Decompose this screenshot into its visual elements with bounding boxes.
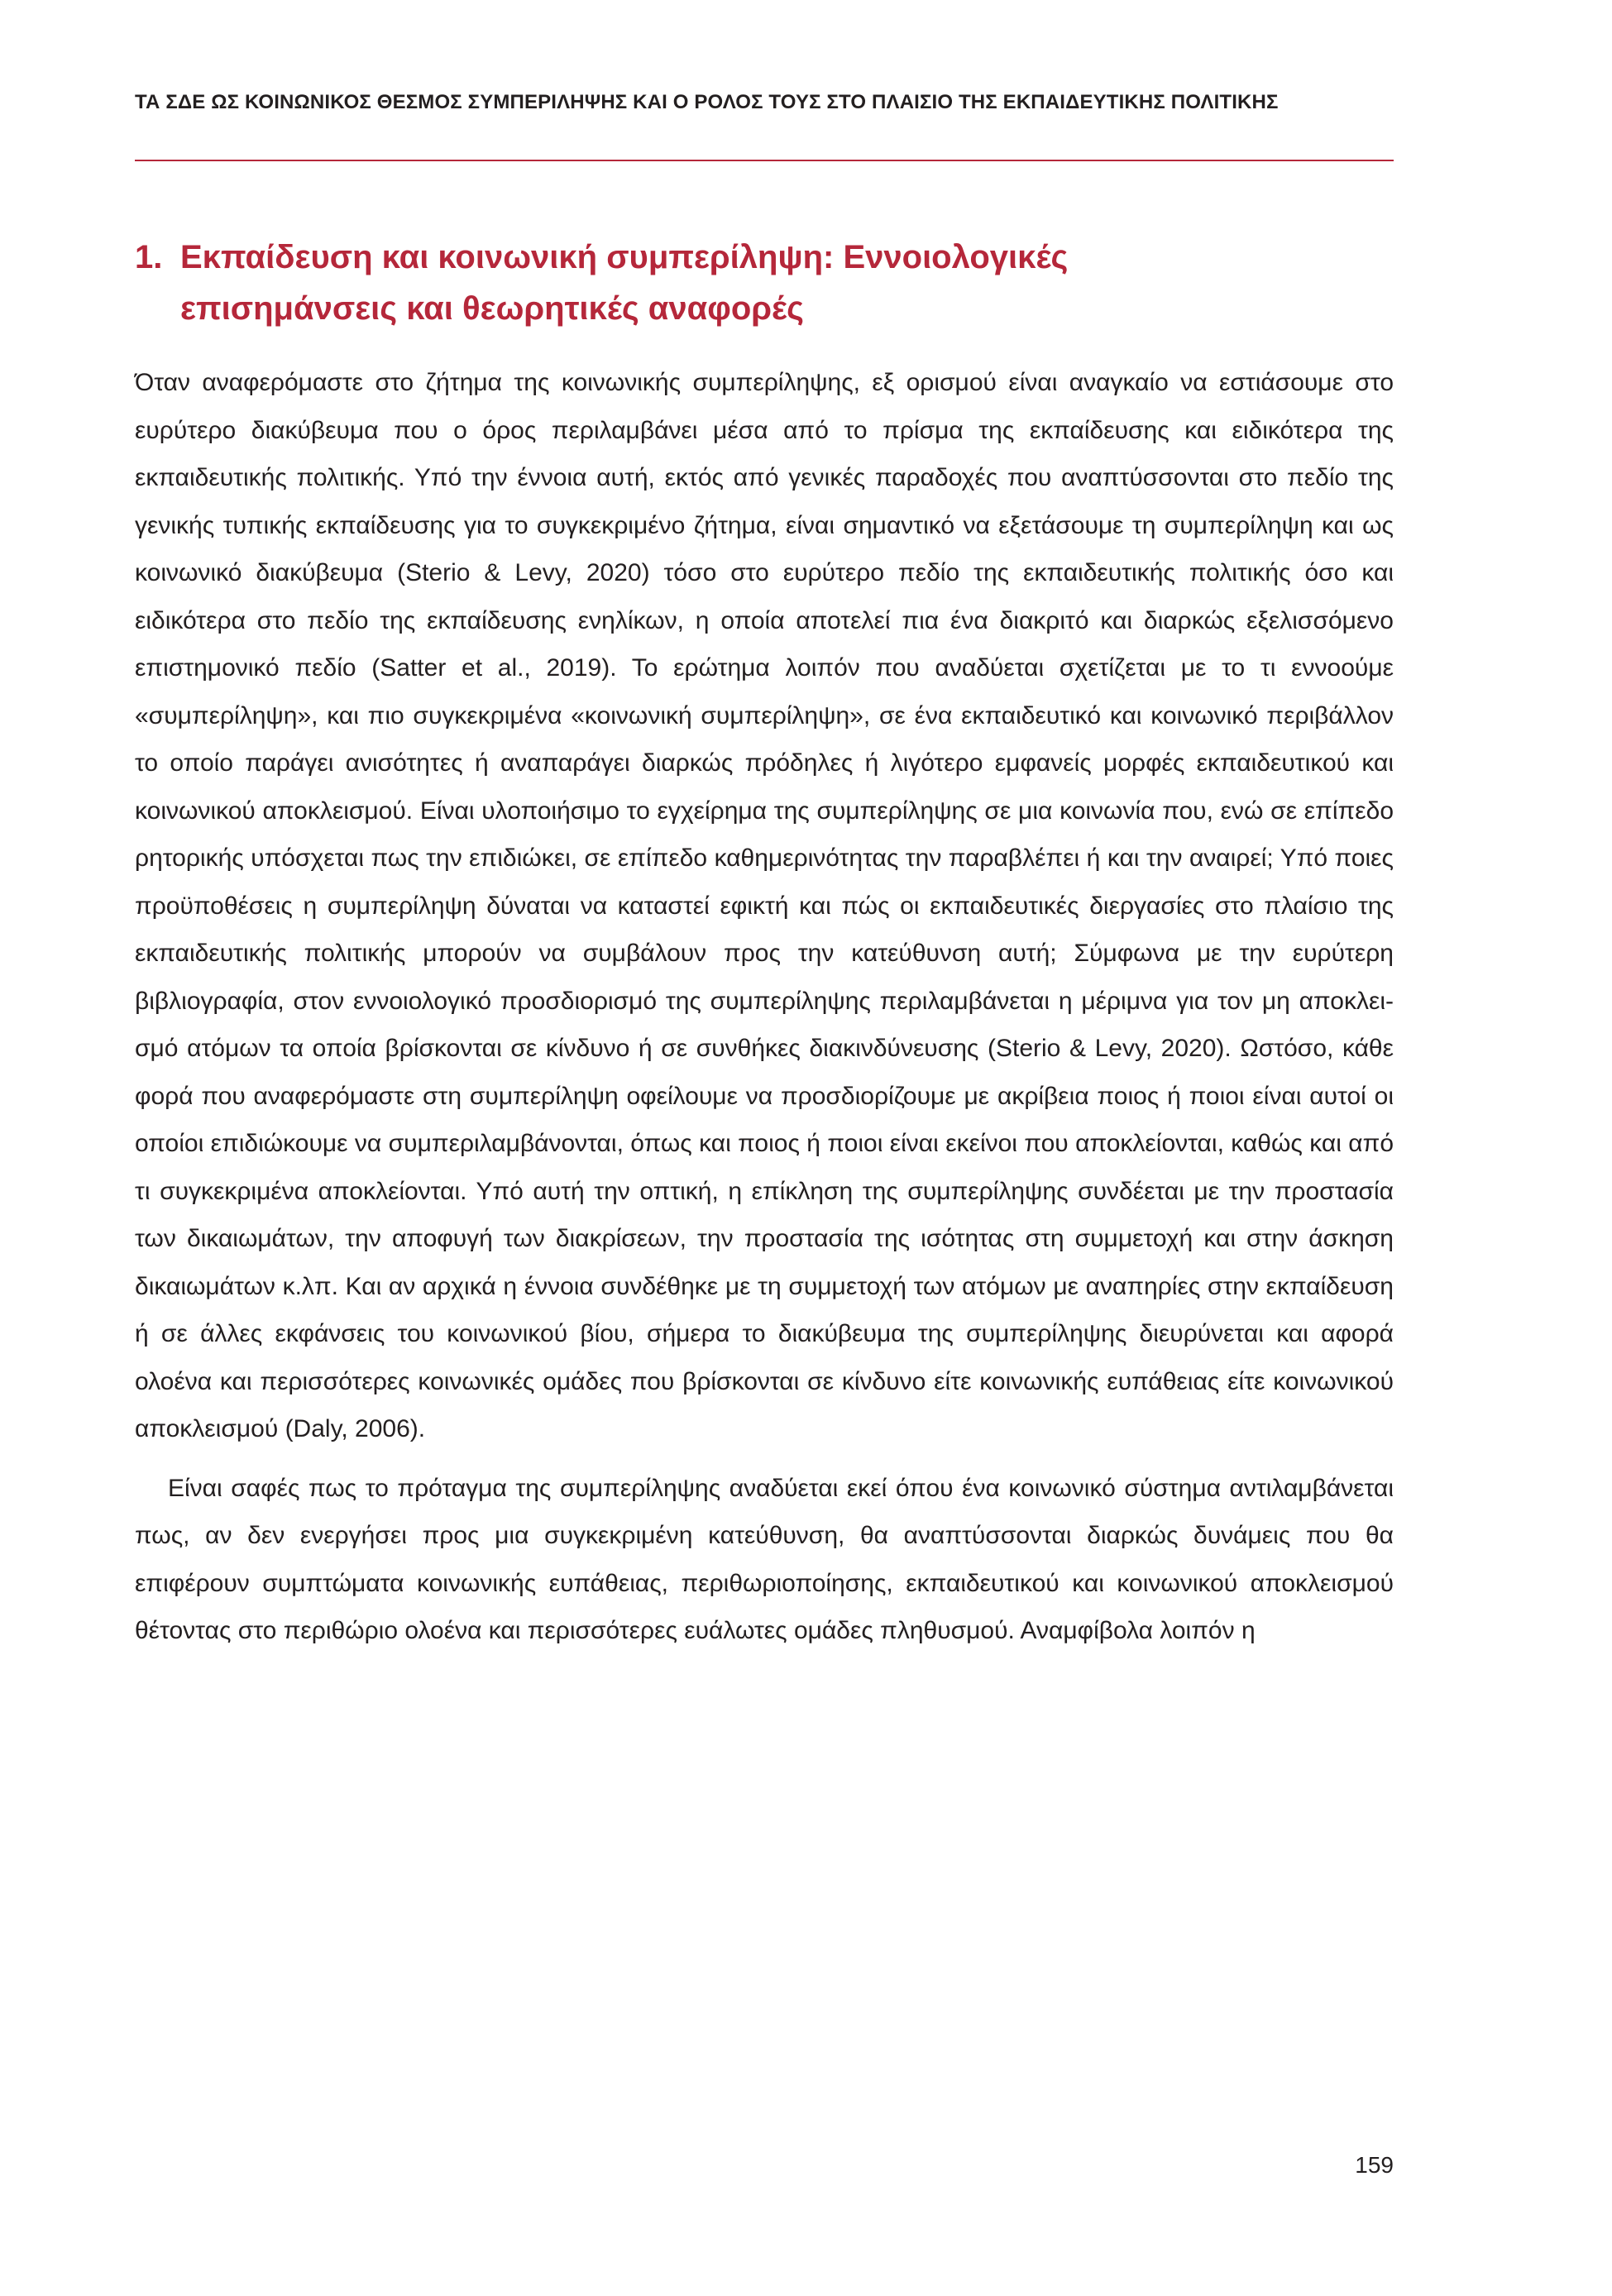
body-text bbox=[135, 359, 1394, 1655]
section-number: 1. bbox=[135, 239, 163, 275]
section-title-line-1: Εκπαίδευση και κοινωνική συμπερίληψη: Εννοιολογικές bbox=[180, 239, 1069, 275]
running-header: ΤΑ ΣΔΕ ΩΣ ΚΟΙΝΩΝΙΚΟΣ ΘΕΣΜΟΣ ΣΥΜΠΕΡΙΛΗΨΗΣ ΚΑΙ Ο ΡΟΛΟΣ ΤΟΥΣ ΣΤΟ ΠΛΑΙΣΙΟ ΤΗΣ ΕΚΠΑΙΔΕΥΤΙΚΗΣ ΠΟΛΙΤΙΚΗΣ bbox=[135, 91, 1279, 113]
header-divider bbox=[135, 160, 1394, 161]
page-number: 159 bbox=[1355, 2152, 1394, 2178]
paragraph: Όταν αναφερόμαστε στο ζήτημα της κοινωνικής συμπερίληψης, εξ ορισμού είναι αναγκαίο να εστιάσουμε στο ευρύτερο διακύβευμα που ο όρος περιλαμβάνει μέσα από το πρίσμα της εκπαίδευσης και ειδικότερα της εκπαιδευτικής πολιτικής. Υπό την έννοια αυτή, εκτός από γενικές παραδοχές που αναπτύσσονται στο πεδίο της γενικής τυπικής εκπαίδευσης για το συγκεκριμένο ζήτημα, είναι σημαντικό να εξετάσουμε τη συμπερίληψη και ως κοινωνικό διακύβευμα (Sterio & Levy, 2020) τόσο στο ευρύτερο πεδίο της εκπαιδευτικής πολιτικής όσο και ειδικότερα στο πεδίο της εκπαίδευσης ενηλίκων, η οποία αποτελεί πια ένα διακριτό και διαρκώς εξελισσόμενο επιστημονικό πεδίο (Satter et al., 2019). Το ερώτημα λοιπόν που αναδύεται σχετίζεται με το τι εννοούμε «συμπερίληψη», και πιο συγκεκριμένα «κοινωνική συμπερίληψη», σε ένα εκπαιδευτικό και κοινωνικό περιβάλλον το οποίο παράγει ανισότητες ή αναπαράγει διαρκώς πρόδηλες ή λιγότερο εμφανείς μορφές εκπαιδευτικού και κοινωνικού αποκλεισμού. Είναι υλοποιήσιμο το εγχείρημα της συμπερίληψης σε μια κοινωνία που, ενώ σε επίπεδο ρητορικής υπόσχεται πως την επιδιώκει, σε επίπεδο καθημερινότητας την παραβλέπει ή και την αναιρεί; Υπό ποιες προϋποθέσεις η συμπερίληψη δύναται να καταστεί εφικτή και πώς οι εκπαιδευτικές διεργασίες στο πλαίσιο της εκπαιδευτικής πολιτικής μπορούν να συμβάλουν προς την κατεύθυνση αυτή; Σύμφωνα με την ευρύτερη βιβλιογραφία, στον εννοιολογικό προσδιορισμό της συμπερίληψης περιλαμβάνεται η μέριμνα για τον μη αποκλεισμό ατόμων τα οποία βρίσκονται σε κίνδυνο ή σε συνθήκες διακινδύνευσης (Sterio & Levy, 2020). Ωστόσο, κάθε φορά που αναφερόμαστε στη συμπερίληψη οφείλουμε να προσδιορίζουμε με ακρίβεια ποιος ή ποιοι είναι αυτοί οι οποίοι επιδιώκουμε να συμπεριλαμβάνονται, όπως και ποιος ή ποιοι είναι εκείνοι που αποκλείονται, καθώς και από τι συγκεκριμένα αποκλείονται. Υπό αυτή την οπτική, η επίκληση της συμπερίληψης συνδέεται με την προστασία των δικαιωμάτων, την αποφυγή των διακρίσεων, την προστασία της ισότητας στη συμμετοχή και στην άσκηση δικαιωμάτων κ.λπ. Και αν αρχικά η έννοια συνδέθηκε με τη συμμετοχή των ατόμων με αναπηρίες στην εκπαίδευση ή σε άλλες εκφάνσεις του κοινωνικού βίου, σήμερα το διακύβευμα της συμπερίληψης διευρύνεται και αφορά ολοένα και περισσότερες κοινωνικές ομάδες που βρίσκονται σε κίνδυνο είτε κοινωνικής ευπάθειας είτε κοινωνικού αποκλεισμού (Daly, 2006). bbox=[135, 369, 1394, 1442]
paragraph: Είναι σαφές πως το πρόταγμα της συμπερίληψης αναδύεται εκεί όπου ένα κοινωνικό σύστημα αντιλαμβάνεται πως, αν δεν ενεργήσει προς μια συγκεκριμένη κατεύθυνση, θα αναπτύσσονται διαρκώς δυνάμεις που θα επιφέρουν συμπτώματα κοινωνικής ευπάθειας, περιθωριοποίησης, εκπαιδευτικού και κοινωνικού αποκλεισμού θέτοντας στο περιθώριο ολοένα και περισσότερες ευάλωτες ομάδες πληθυσμού. Αναμφίβολα λοιπόν η bbox=[135, 1474, 1394, 1644]
section-title bbox=[135, 232, 1392, 334]
section-title-line-2: επισημάνσεις και θεωρητικές αναφορές bbox=[180, 290, 804, 327]
